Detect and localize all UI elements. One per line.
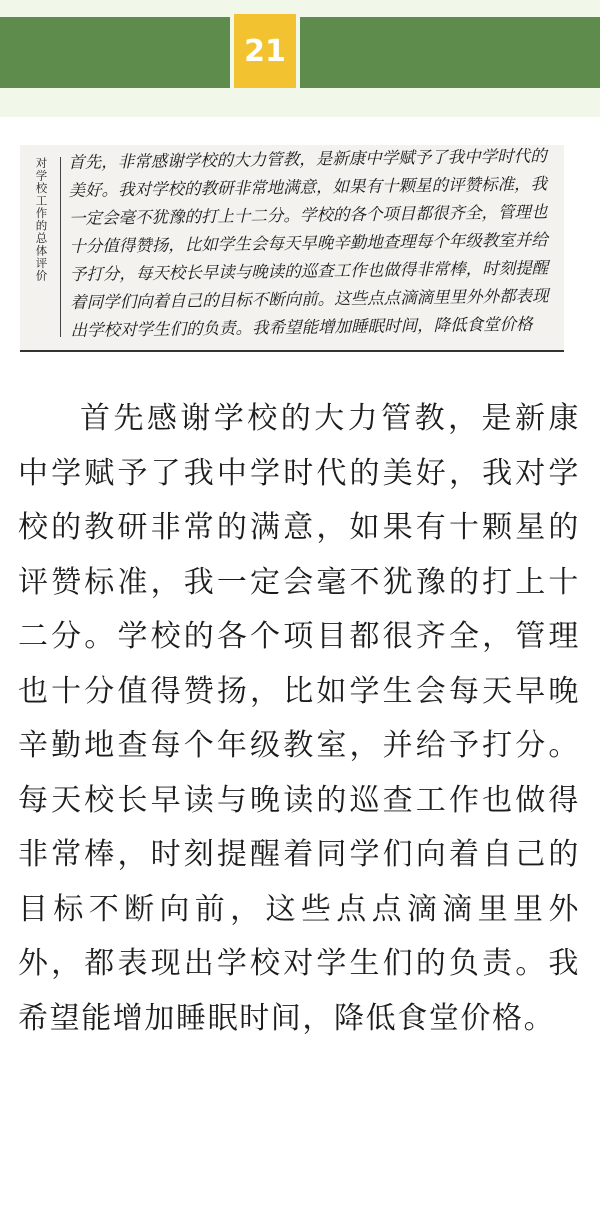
header-band-right	[300, 17, 600, 88]
scan-side-label-text: 对学校工作的总体评价	[34, 157, 49, 282]
scan-side-label	[28, 157, 61, 337]
handwritten-scan-image	[20, 145, 564, 352]
page-header	[0, 0, 600, 117]
handwritten-text: 首先，非常感谢学校的大力管教，是新康中学赋予了我中学时代的美好。我对学校的教研非常地满意，如果有十颗星的评赞标准，我一定会毫不犹豫的打上十二分。学校的各个项目都很齐全，管理也十分值得赞扬，比如学生会每天早晚辛勤地查理每个年级教室并给予打分，每天校长早读与晚读的巡查工作也做得非常棒，时刻提醒着同学们向着自己的目标不断向前。这些点点滴滴里里外外都表现出学校对学生们的负责。我希望能增加睡眠时间，降低食堂价格	[68, 146, 549, 340]
header-band-left	[0, 17, 230, 88]
page-number-badge	[234, 14, 296, 88]
page-number: 21	[244, 33, 286, 69]
article-paragraph: 首先感谢学校的大力管教，是新康中学赋予了我中学时代的美好，我对学校的教研非常的满意，如果有十颗星的评赞标准，我一定会毫不犹豫的打上十二分。学校的各个项目都很齐全，管理也十分值得赞扬，比如学生会每天早晚辛勤地查每个年级教室，并给予打分。每天校长早读与晚读的巡查工作也做得非常棒，时刻提醒着同学们向着自己的目标不断向前，这些点点滴滴里里外外，都表现出学校对学生们的负责。我希望能增加睡眠时间，降低食堂价格。	[18, 401, 580, 1036]
